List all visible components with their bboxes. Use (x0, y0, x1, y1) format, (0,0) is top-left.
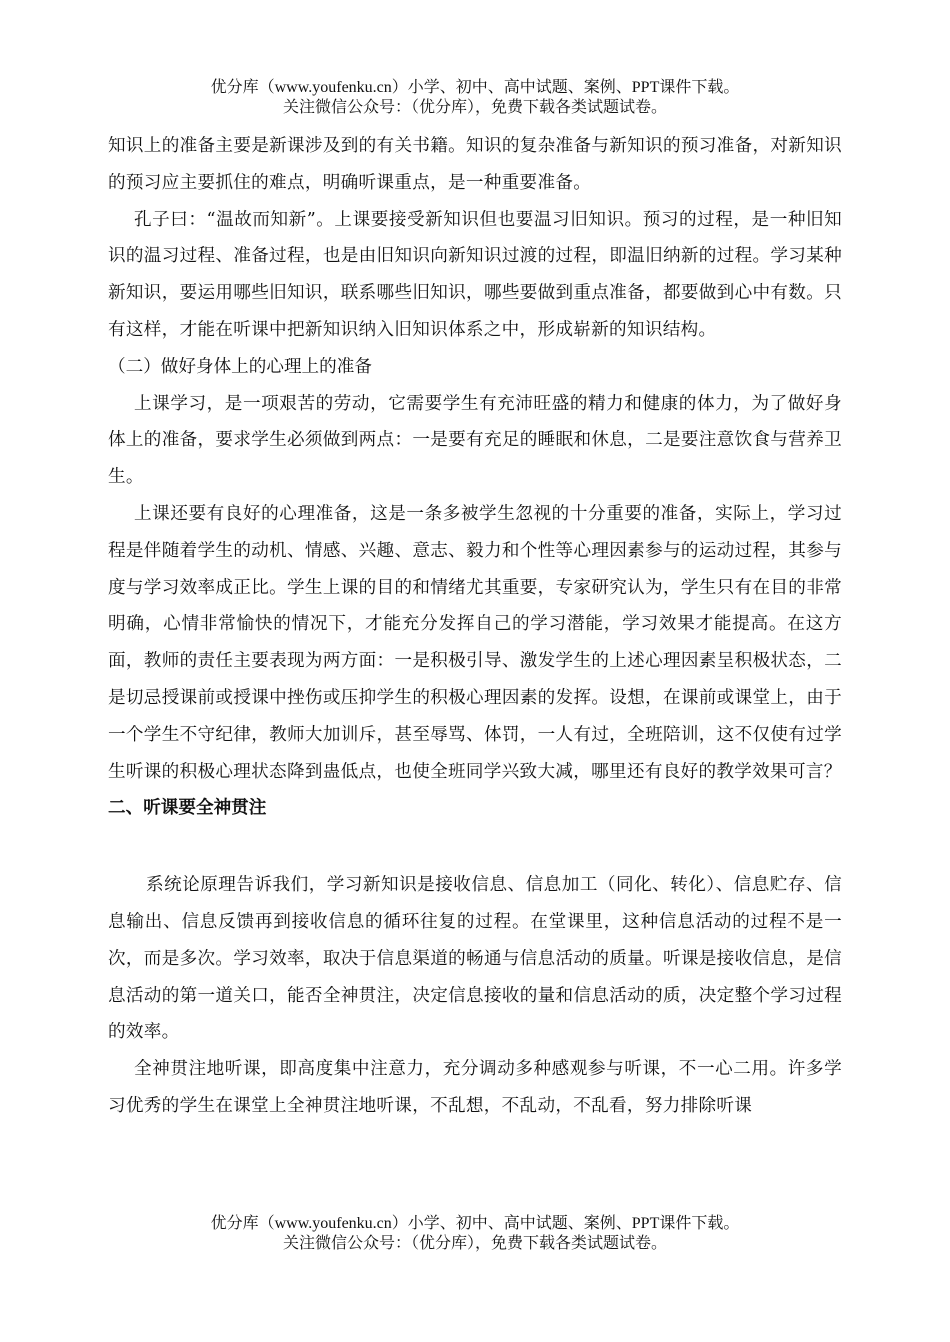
paragraph-mental-prep: 上课还要有良好的心理准备，这是一条多被学生忽视的十分重要的准备，实际上，学习过程是伴随着学生的动机、情感、兴趣、意志、毅力和个性等心理因素参与的运动过程，其参与度与学习效率成正比。学生上课的目的和情绪尤其重要，专家研究认为，学生只有在目的非常明确，心情非常愉快的情况下，才能充分发挥自己的学习潜能，学习效果才能提高。在这方面，教师的责任主要表现为两方面：一是积极引导、激发学生的上述心理因素呈积极状态，二是切忌授课前或授课中挫伤或压抑学生的积极心理因素的发挥。设想，在课前或课堂上，由于一个学生不守纪律，教师大加训斥，甚至辱骂、体罚，一人有过，全班陪训，这不仅使有过学生听课的积极心理状态降到蛊低点，也使全班同学兴致大减，哪里还有良好的教学效果可言？ (108, 503, 842, 782)
page-footer (0, 1214, 950, 1254)
header-line-2: 关注微信公众号：（优分库），免费下载各类试题试卷。 (282, 99, 667, 116)
paragraph-knowledge-prep: 知识上的准备主要是新课涉及到的有关书籍。知识的复杂准备与新知识的预习准备，对新知识的预习应主要抓住的难点，明确听课重点，是一种重要准备。 (108, 136, 842, 193)
footer-line-2: 关注微信公众号：（优分库），免费下载各类试题试卷。 (282, 1235, 667, 1252)
document-body (108, 128, 842, 1125)
paragraph-confucius: 孔子曰：“温故而知新”。上课要接受新知识但也要温习旧知识。预习的过程，是一种旧知识的温习过程、准备过程，也是由旧知识向新知识过渡的过程，即温旧纳新的过程。学习某种新知识，要运用哪些旧知识，联系哪些旧知识，哪些要做到重点准备，都要做到心中有数。只有这样，才能在听课中把新知识纳入旧知识体系之中，形成崭新的知识结构。 (108, 209, 842, 340)
subheading-physical-mental-prep: （二）做好身体上的心理上的准备 (108, 356, 372, 377)
paragraph-full-attention: 全神贯注地听课，即高度集中注意力，充分调动多种感观参与听课，不一心二用。许多学习优秀的学生在课堂上全神贯注地听课，不乱想，不乱动，不乱看，努力排除听课 (108, 1059, 842, 1116)
section-heading-attention: 二、听课要全神贯注 (108, 798, 267, 819)
header-line-1: 优分库（www.youfenku.cn）小学、初中、高中试题、案例、PPT课件下载。 (210, 79, 740, 96)
page-header (0, 78, 950, 118)
paragraph-physical-prep: 上课学习，是一项艰苦的劳动，它需要学生有充沛旺盛的精力和健康的体力，为了做好身体上的准备，要求学生必须做到两点：一是要有充足的睡眠和休息，二是要注意饮食与营养卫生。 (108, 393, 842, 488)
section-spacer (108, 827, 842, 867)
paragraph-systems-theory: 系统论原理告诉我们，学习新知识是接收信息、信息加工（同化、转化）、信息贮存、信息输出、信息反馈再到接收信息的循环往复的过程。在堂课里，这种信息活动的过程不是一次，而是多次。学习效率，取决于信息渠道的畅通与信息活动的质量。听课是接收信息，是信息活动的第一道关口，能否全神贯注，决定信息接收的量和信息活动的质，决定整个学习过程的效率。 (108, 875, 842, 1043)
footer-line-1: 优分库（www.youfenku.cn）小学、初中、高中试题、案例、PPT课件下载。 (210, 1215, 740, 1232)
